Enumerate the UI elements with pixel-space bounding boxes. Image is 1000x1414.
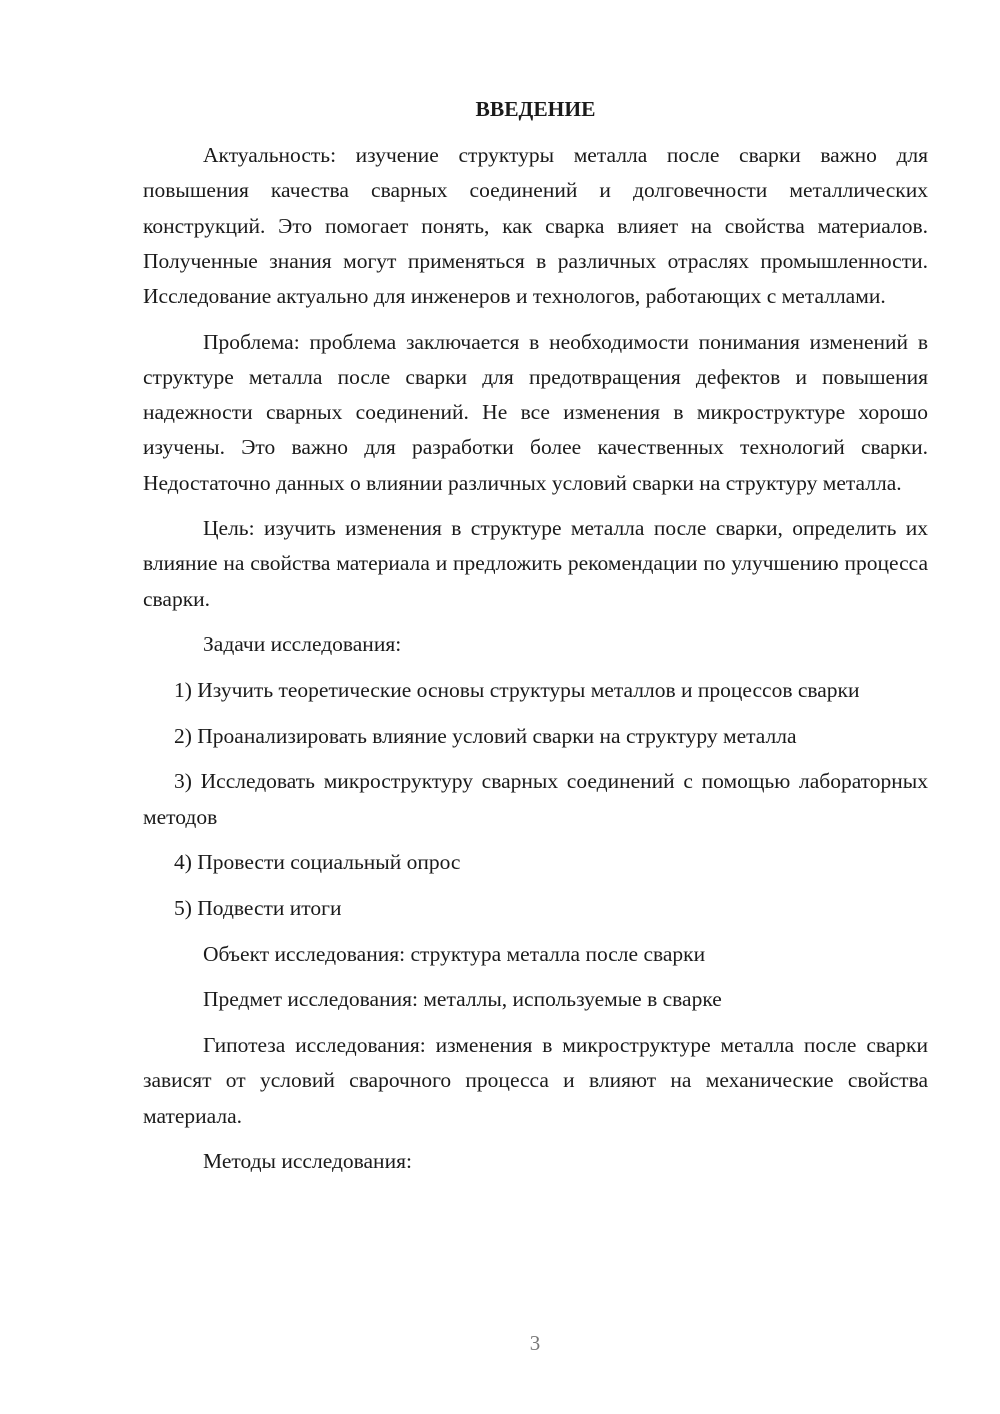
page-title: ВВЕДЕНИЕ bbox=[475, 97, 596, 121]
paragraph-hypothesis: Гипотеза исследования: изменения в микроструктуре металла после сварки зависят от условий сварочного процесса и влияют на механические свойства материала. bbox=[143, 1033, 928, 1128]
task-item-4: 4) Провести социальный опрос bbox=[174, 850, 461, 875]
paragraph-relevance: Актуальность: изучение структуры металла после сварки важно для повышения качества сварных соединений и долговечности металлических конструкций. Это помогает понять, как сварка влияет на свойства материалов. Полученные знания могут применяться в различных отраслях промышленности. Исследование актуально для инженеров и технологов, работающих с металлами. bbox=[143, 143, 928, 309]
paragraph-object: Объект исследования: структура металла после сварки bbox=[203, 941, 706, 966]
methods-heading: Методы исследования: bbox=[203, 1149, 412, 1174]
page-number: 3 bbox=[529, 1331, 541, 1355]
task-item-1: 1) Изучить теоретические основы структуры металлов и процессов сварки bbox=[174, 678, 860, 703]
document-page bbox=[143, 92, 928, 1190]
paragraph-problem: Проблема: проблема заключается в необходимости понимания изменений в структуре металла после сварки для предотвращения дефектов и повышения надежности сварных соединений. Не все изменения в микроструктуре хорошо изучены. Это важно для разработки более качественных технологий сварки. Недостаточно данных о влиянии различных условий сварки на структуру металла. bbox=[143, 329, 928, 495]
paragraph-goal: Цель: изучить изменения в структуре металла после сварки, определить их влияние на свойства материала и предложить рекомендации по улучшению процесса сварки. bbox=[143, 516, 928, 611]
task-item-3: 3) Исследовать микроструктуру сварных соединений с помощью лабораторных методов bbox=[143, 769, 928, 829]
task-item-5: 5) Подвести итоги bbox=[174, 896, 342, 921]
paragraph-subject: Предмет исследования: металлы, используемые в сварке bbox=[203, 987, 722, 1012]
task-item-2: 2) Проанализировать влияние условий сварки на структуру металла bbox=[174, 723, 797, 748]
tasks-heading: Задачи исследования: bbox=[203, 632, 402, 657]
